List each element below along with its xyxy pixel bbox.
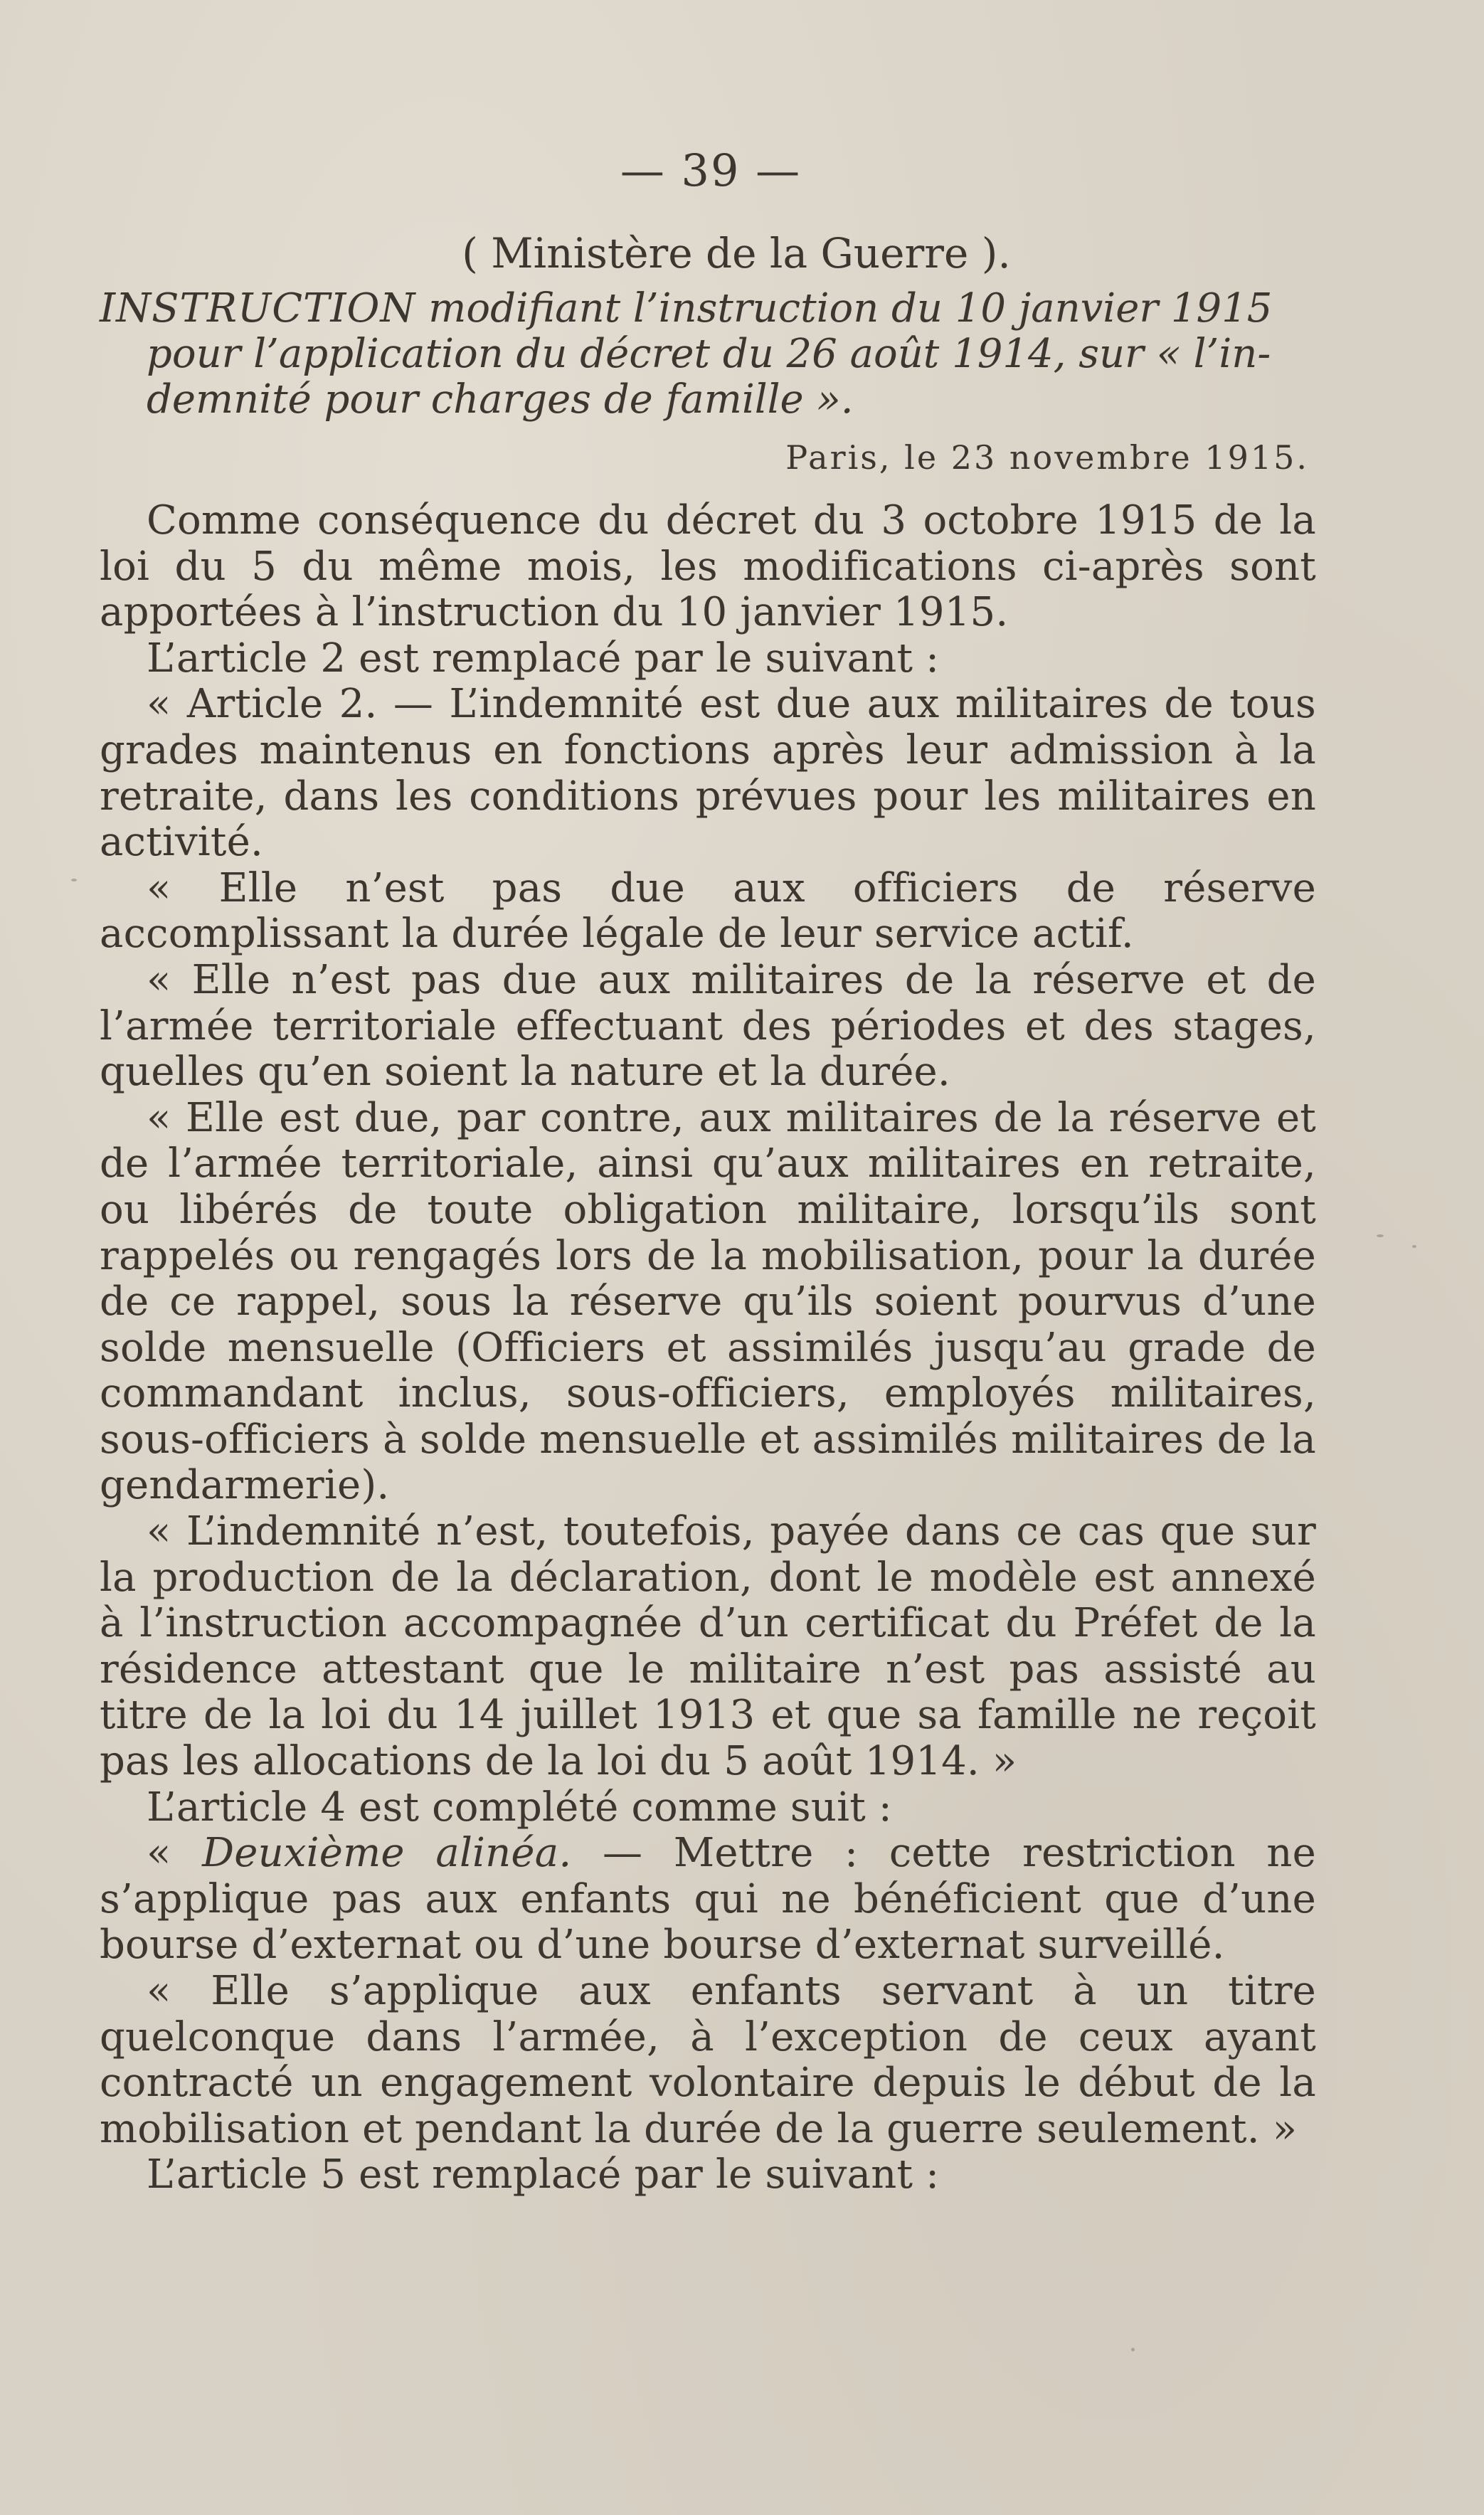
ministry-heading: ( Ministère de la Guerre ). <box>462 229 1011 277</box>
body-text <box>100 498 1316 2198</box>
paper-speck <box>1017 512 1020 534</box>
paper-speck <box>1377 1234 1384 1237</box>
paragraph: L’article 2 est remplacé par le suivant : <box>147 635 940 682</box>
instruction-title-line3: demnité pour charges de famille ». <box>147 376 854 423</box>
paragraph: « Elle est due, par contre, aux militaires de la réserve et de l’armée territoriale, ainsi qu’aux militaires en retraite, ou libérés de toute obligation militaire, lorsqu’ils sont rappelés ou rengagés lors de la mobilisation, pour la durée de ce rappel, sous la réserve qu’ils soient pourvus d’une solde mensuelle (Officiers et assimilés jusqu’au grade de commandant inclus, sous-officiers, employés militaires, sous-officiers à solde mensuelle et assimilés militaires de la gendarmerie). <box>100 1094 1316 1509</box>
paragraph: « Elle n’est pas due aux officiers de réserve accomplissant la durée légale de leur service actif. <box>100 864 1316 958</box>
date-line: Paris, le 23 novembre 1915. <box>785 438 1309 477</box>
paper-speck <box>1131 2348 1135 2351</box>
paper-speck <box>1412 1245 1416 1248</box>
paragraph: « L’indemnité n’est, toutefois, payée dans ce cas que sur la production de la déclaration, dont le modèle est annexé à l’instruction accompagnée d’un certificat du Préfet de la résidence attestant que le militaire n’est pas assisté au titre de la loi du 14 juillet 1913 et que sa famille ne reçoit pas les allocations de la loi du 5 août 1914. » <box>100 1508 1316 1785</box>
quote-open: « <box>147 1830 203 1877</box>
paper-speck <box>71 879 77 881</box>
instruction-title <box>100 286 1316 423</box>
instruction-title-line2: pour l’application du décret du 26 août 1914, sur « l’in- <box>147 331 1271 377</box>
paragraph-deuxieme-alinea <box>100 1831 1316 1969</box>
paragraph: « Elle s’applique aux enfants servant à un titre quelconque dans l’armée, à l’exception de ceux ayant contracté un engagement volontaire depuis le début de la mobilisation et pendant la durée de la guerre seulement. » <box>100 1968 1316 2152</box>
paragraph: Comme conséquence du décret du 3 octobre 1915 de la loi du 5 du même mois, les modifications ci-après sont apportées à l’instruction du 10 janvier 1915. <box>100 497 1316 636</box>
paragraph: « Article 2. — L’indemnité est due aux militaires de tous grades maintenus en fonctions après leur admission à la retraite, dans les conditions prévues pour les militaires en activité. <box>100 681 1316 866</box>
deuxieme-alinea-label: Deuxième alinéa. <box>202 1830 572 1877</box>
page-number: — 39 — <box>620 144 802 196</box>
paragraph: « Elle n’est pas due aux militaires de la réserve et de l’armée territoriale effectuant des périodes et des stages, quelles qu’en soient la nature et la durée. <box>100 956 1316 1096</box>
paragraph: L’article 5 est remplacé par le suivant : <box>147 2151 940 2198</box>
paragraph: L’article 4 est complété comme suit : <box>147 1784 892 1831</box>
instruction-title-caps: INSTRUCTION <box>100 285 416 332</box>
document-page <box>100 142 1316 2198</box>
instruction-title-line1: modifiant l’instruction du 10 janvier 1915 <box>428 285 1273 332</box>
deuxieme-alinea-text: — Mettre : cette restriction ne s’applique pas aux enfants qui ne bénéficient que d’une bourse d’externat ou d’une bourse d’externat surveillé. <box>100 1830 1316 1969</box>
